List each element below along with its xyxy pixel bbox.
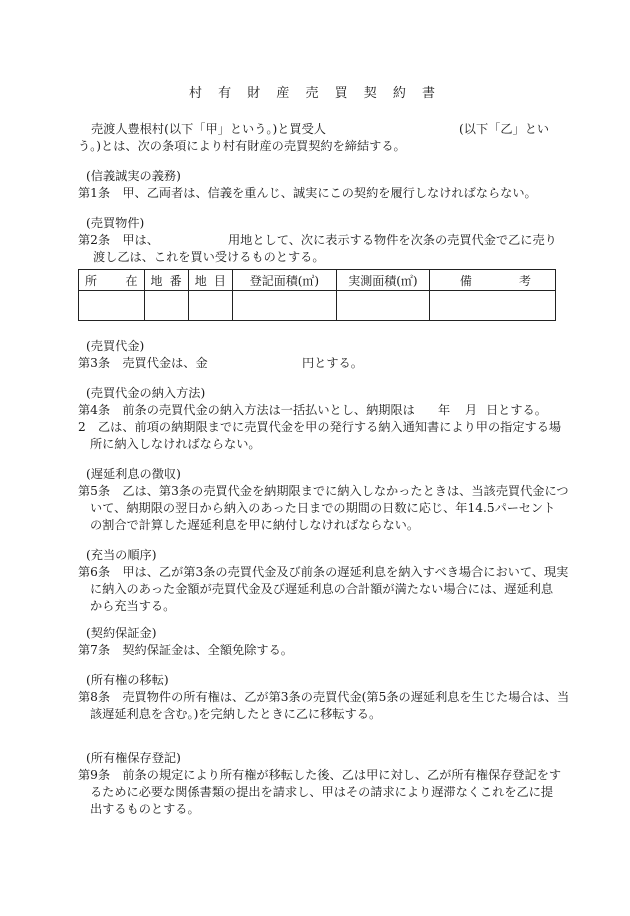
table-header-row xyxy=(79,270,556,291)
article-6-line-3: から充当する。 xyxy=(90,599,176,613)
header-lot-number: 地 番 xyxy=(144,270,188,291)
preamble-line-2: う。)とは、次の条項により村有財産の売買契約を締結する。 xyxy=(78,139,406,153)
article-9-line-1: 第9条 前条の規定により所有権が移転した後、乙は甲に対し、乙が所有権保存登記をす xyxy=(78,768,562,782)
article-2-line-2: 渡し乙は、これを買い受けるものとする。 xyxy=(93,250,325,264)
preamble-line-1a: 売渡人豊根村(以下「甲」という。)と買受人 xyxy=(91,122,326,136)
article-2-line-1b: 用地として、次に表示する物件を次条の売買代金で乙に売り xyxy=(228,233,557,247)
cell-actual-area xyxy=(337,291,430,321)
article-6-line-1: 第6条 甲は、乙が第3条の売買代金及び前条の遅延利息を納入すべき場合において、現実 xyxy=(78,565,569,579)
header-remarks: 備 考 xyxy=(429,270,555,291)
header-registered-area: 登記面積(㎡) xyxy=(232,270,336,291)
article-6-line-2: に納入のあった金額が売買代金及び遅延利息の合計額が満たない場合には、遅延利息 xyxy=(90,582,554,596)
header-location: 所 在 xyxy=(79,270,145,291)
article-4-line-1b: 日とする。 xyxy=(486,403,547,417)
cell-lot-number xyxy=(144,291,188,321)
article-3-heading: (売買代金) xyxy=(86,339,145,353)
article-4-year: 年 xyxy=(438,403,451,417)
article-5-line-1: 第5条 乙は、第3条の売買代金を納期限までに納入しなかったときは、当該売買代金につ xyxy=(78,484,569,498)
preamble-line-1b: (以下「乙」とい xyxy=(459,122,550,136)
article-9-line-2: るために必要な関係書類の提出を請求し、甲はその請求により遅滞なくこれを乙に提 xyxy=(90,785,554,799)
table-row xyxy=(79,291,556,321)
document-title: 村 有 財 産 売 買 契 約 書 xyxy=(188,86,442,101)
header-actual-area: 実測面積(㎡) xyxy=(337,270,430,291)
cell-registered-area xyxy=(232,291,336,321)
property-table xyxy=(78,269,556,321)
article-8-line-1: 第8条 売買物件の所有権は、乙が第3条の売買代金(第5条の遅延利息を生じた場合は、当 xyxy=(78,690,570,704)
article-8-heading: (所有権の移転) xyxy=(86,673,169,687)
article-2-heading: (売買物件) xyxy=(86,216,145,230)
article-3-line-1a: 第3条 売買代金は、金 xyxy=(78,356,208,370)
cell-location xyxy=(79,291,145,321)
article-5-heading: (遅延利息の徴収) xyxy=(86,467,181,481)
cell-land-category xyxy=(188,291,232,321)
article-5-line-2: いて、納期限の翌日から納入のあった日までの期間の日数に応じ、年14.5パーセント xyxy=(90,501,556,515)
article-1-heading: (信義誠実の義務) xyxy=(86,169,181,183)
article-8-line-2: 該遅延利息を含む。)を完納したときに乙に移転する。 xyxy=(90,707,382,721)
article-4-heading: (売買代金の納入方法) xyxy=(86,386,206,400)
article-4-line-2: 2 乙は、前項の納期限までに売買代金を甲の発行する納入通知書により甲の指定する場 xyxy=(78,420,562,434)
article-7-heading: (契約保証金) xyxy=(86,626,157,640)
article-6-heading: (充当の順序) xyxy=(86,548,157,562)
article-2-line-1a: 第2条 甲は、 xyxy=(78,233,159,247)
article-3-line-1b: 円とする。 xyxy=(302,356,363,370)
article-4-line-3: 所に納入しなければならない。 xyxy=(90,437,261,451)
article-9-line-3: 出するものとする。 xyxy=(90,802,200,816)
article-9-heading: (所有権保存登記) xyxy=(86,751,181,765)
article-1-line-1: 第1条 甲、乙両者は、信義を重んじ、誠実にこの契約を履行しなければならない。 xyxy=(78,186,537,200)
article-7-line-1: 第7条 契約保証金は、全額免除する。 xyxy=(78,643,293,657)
article-4-line-1a: 第4条 前条の売買代金の納入方法は一括払いとし、納期限は xyxy=(78,403,415,417)
article-4-month: 月 xyxy=(465,403,478,417)
header-land-category: 地 目 xyxy=(188,270,232,291)
article-5-line-3: の割合で計算した遅延利息を甲に納付しなければならない。 xyxy=(90,518,420,532)
cell-remarks xyxy=(429,291,555,321)
